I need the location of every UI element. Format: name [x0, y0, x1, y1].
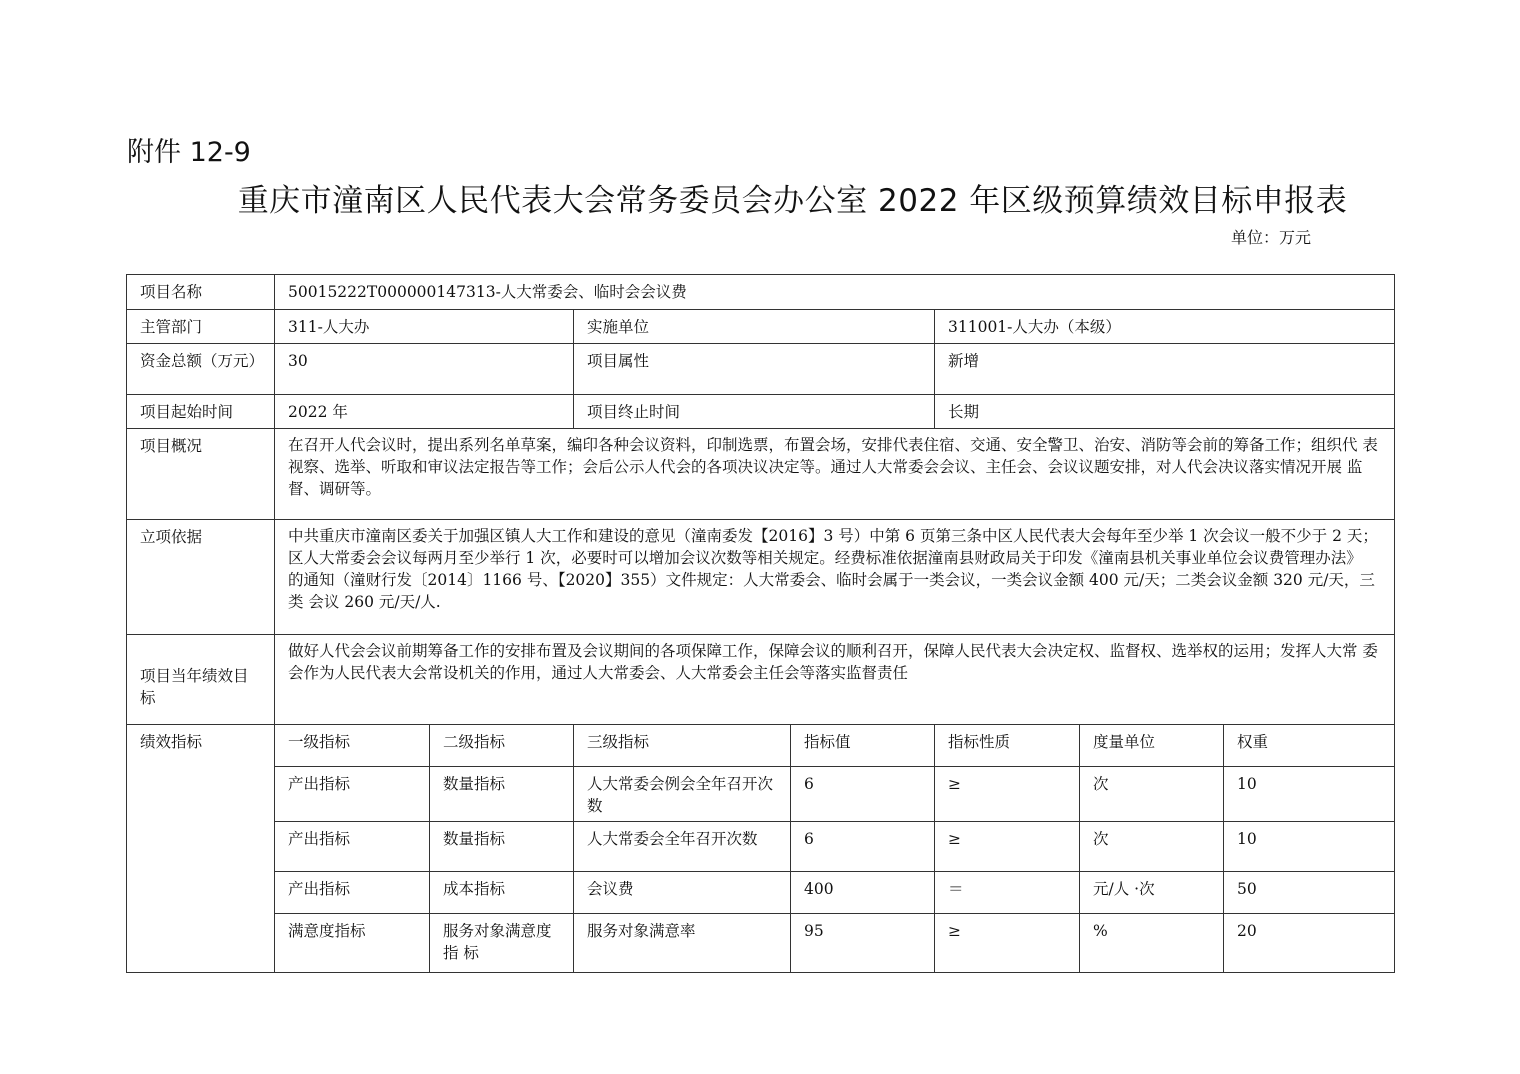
row-fund	[127, 344, 1395, 395]
table-row	[127, 872, 1395, 914]
level1-cell: 产出指标	[275, 822, 430, 872]
level2-cell: 数量指标	[430, 822, 574, 872]
level3-cell: 服务对象满意率	[574, 914, 791, 973]
dept-value: 311-人大办	[275, 310, 574, 344]
level3-cell: 人大常委会例会全年召开次数	[574, 767, 791, 822]
level2-cell: 数量指标	[430, 767, 574, 822]
row-overview	[127, 429, 1395, 520]
unit-cell: %	[1080, 914, 1224, 973]
goal-label: 项目当年绩效目标	[127, 635, 275, 725]
weight-cell: 20	[1224, 914, 1395, 973]
budget-table	[126, 274, 1395, 973]
unit-cell: 元/人 ·次	[1080, 872, 1224, 914]
overview-label: 项目概况	[127, 429, 275, 520]
weight-cell: 50	[1224, 872, 1395, 914]
table-row	[127, 914, 1395, 973]
start-label: 项目起始时间	[127, 395, 275, 429]
fund-value: 30	[275, 344, 574, 395]
indicator-header: 二级指标	[430, 725, 574, 767]
basis-label: 立项依据	[127, 520, 275, 635]
page-title: 重庆市潼南区人民代表大会常务委员会办公室 2022 年区级预算绩效目标申报表	[237, 183, 1348, 219]
row-project-name	[127, 275, 1395, 310]
level1-cell: 产出指标	[275, 767, 430, 822]
nature-cell: ＝	[935, 872, 1080, 914]
unit-cell: 次	[1080, 822, 1224, 872]
row-department	[127, 310, 1395, 344]
unit-note: 单位：万元	[1231, 228, 1312, 247]
value-cell: 6	[791, 767, 935, 822]
nature-cell: ≥	[935, 914, 1080, 973]
impl-label: 实施单位	[574, 310, 935, 344]
indicator-header: 三级指标	[574, 725, 791, 767]
fund-label: 资金总额（万元）	[127, 344, 275, 395]
overview-value: 在召开人代会议时，提出系列名单草案，编印各种会议资料，印制选票，布置会场，安排代表住宿、交通、安全警卫、治安、消防等会前的筹备工作；组织代 表视察、选举、听取和审议法定报告等工作；会后公示人代会的各项决议决定等。通过人大常委会会议、主任会、会议议题安排，对人代会决议落实情况开展 监督、调研等。	[275, 429, 1395, 520]
project-name-value: 50015222T000000147313-人大常委会、临时会会议费	[275, 275, 1395, 310]
unit-cell: 次	[1080, 767, 1224, 822]
impl-value: 311001-人大办（本级）	[935, 310, 1395, 344]
indicator-header: 权重	[1224, 725, 1395, 767]
indicators-label: 绩效指标	[127, 725, 275, 973]
end-value: 长期	[935, 395, 1395, 429]
row-goal	[127, 635, 1395, 725]
value-cell: 400	[791, 872, 935, 914]
weight-cell: 10	[1224, 767, 1395, 822]
table-row	[127, 822, 1395, 872]
indicator-header: 一级指标	[275, 725, 430, 767]
attr-value: 新增	[935, 344, 1395, 395]
attr-label: 项目属性	[574, 344, 935, 395]
level3-cell: 人大常委会全年召开次数	[574, 822, 791, 872]
indicator-header-row	[127, 725, 1395, 767]
row-time	[127, 395, 1395, 429]
level1-cell: 产出指标	[275, 872, 430, 914]
row-basis	[127, 520, 1395, 635]
value-cell: 95	[791, 914, 935, 973]
table-row	[127, 767, 1395, 822]
weight-cell: 10	[1224, 822, 1395, 872]
basis-value: 中共重庆市潼南区委关于加强区镇人大工作和建设的意见（潼南委发【2016】3 号）中第 6 页第三条中区人民代表大会每年至少举 1 次会议一般不少于 2 天； 区人大常委会会议每两月至少举行 1 次，必要时可以增加会议次数等相关规定。经费标准依据潼南县财政局关于印发《潼南县机关事业单位会议费管理办法》 的通知（潼财行发〔2014〕1166 号、【2020】355）文件规定：人大常委会、临时会属于一类会议，一类会议金额 400 元/天；二类会议金额 320 元/天，三类 会议 260 元/天/人.	[275, 520, 1395, 635]
value-cell: 6	[791, 822, 935, 872]
start-value: 2022 年	[275, 395, 574, 429]
level3-cell: 会议费	[574, 872, 791, 914]
attachment-number: 附件 12-9	[127, 137, 251, 168]
end-label: 项目终止时间	[574, 395, 935, 429]
goal-value: 做好人代会会议前期筹备工作的安排布置及会议期间的各项保障工作，保障会议的顺利召开，保障人民代表大会决定权、监督权、选举权的运用；发挥人大常 委会作为人民代表大会常设机关的作用，通过人大常委会、人大常委会主任会等落实监督责任	[275, 635, 1395, 725]
dept-label: 主管部门	[127, 310, 275, 344]
project-name-label: 项目名称	[127, 275, 275, 310]
indicator-header: 度量单位	[1080, 725, 1224, 767]
level2-cell: 成本指标	[430, 872, 574, 914]
nature-cell: ≥	[935, 822, 1080, 872]
nature-cell: ≥	[935, 767, 1080, 822]
indicator-header: 指标性质	[935, 725, 1080, 767]
level1-cell: 满意度指标	[275, 914, 430, 973]
level2-cell: 服务对象满意度指 标	[430, 914, 574, 973]
indicator-header: 指标值	[791, 725, 935, 767]
